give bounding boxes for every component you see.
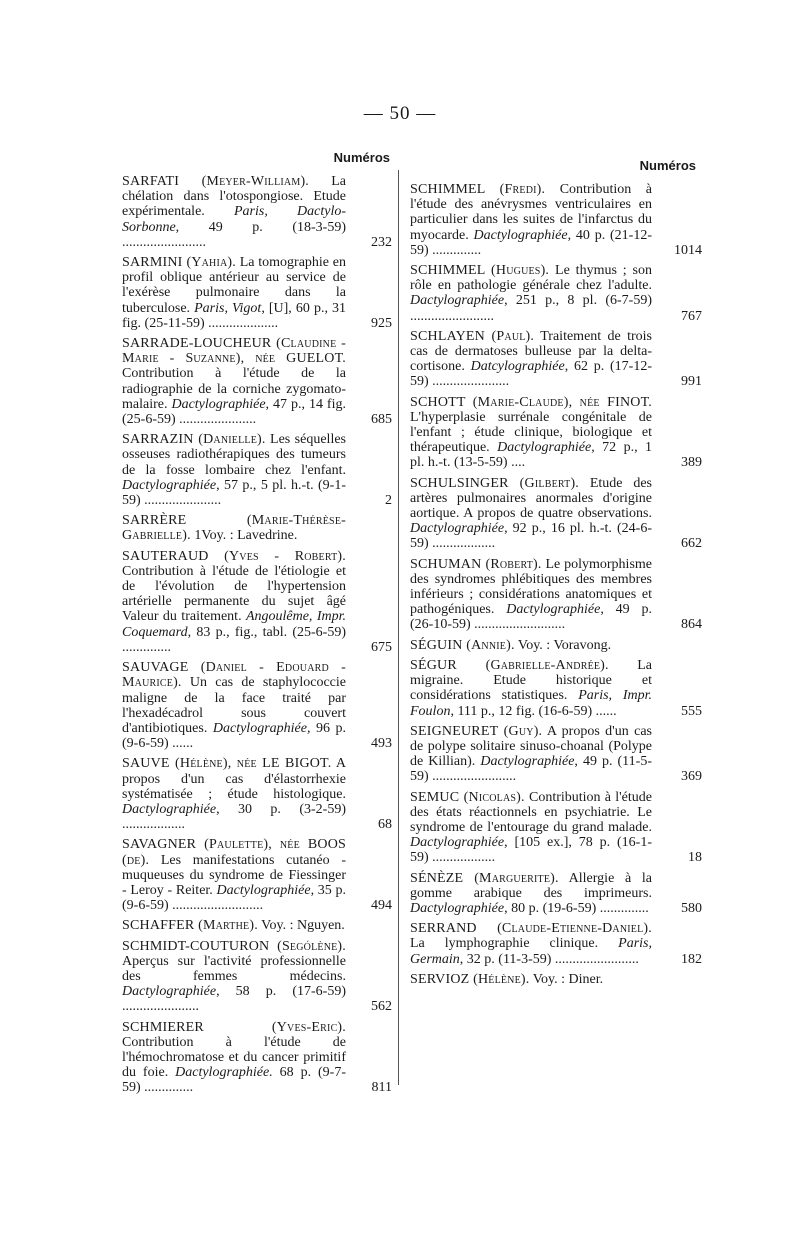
thesis-description: Contribution à l'étude de l'hémochromatose et du cancer primitif du foie. Dactylographiée. 68 p. (9-7-59) ..............: [122, 1034, 346, 1096]
entry-list: [122, 174, 390, 1096]
entry-number: 925: [371, 315, 392, 331]
index-entry: [410, 328, 702, 390]
index-entry: [410, 723, 702, 785]
thesis-description: 1Voy. : Lavedrine.: [194, 528, 298, 544]
index-entry: [410, 921, 702, 967]
author-name: SÉNÈZE (Marguerite).: [410, 870, 559, 886]
author-name: SCHLAYEN (Paul).: [410, 328, 535, 344]
index-entry: [122, 1020, 390, 1096]
index-entry: [122, 255, 390, 331]
author-name: SCHIMMEL (Hugues).: [410, 263, 550, 279]
index-entry: [122, 513, 390, 543]
index-entry: [122, 660, 390, 751]
entry-number: 580: [681, 900, 702, 916]
author-name: SCHUMAN (Robert).: [410, 556, 542, 572]
author-name: SÉGUR (Gabrielle-Andrée).: [410, 657, 609, 673]
index-entry: [410, 263, 702, 324]
entry-number: 555: [681, 703, 702, 719]
column-header: Numéros: [333, 150, 390, 165]
author-name: SARMINI (Yahia).: [122, 255, 236, 271]
page-number: — 50 —: [363, 103, 437, 124]
entry-number: 675: [371, 639, 392, 655]
column-divider: [398, 170, 399, 1085]
index-entry: [122, 336, 390, 427]
entry-number: 18: [688, 850, 702, 866]
thesis-description: La chélation dans l'otospongiose. Etude expérimentale. Paris, Dactylo-Sorbonne, 49 p. (18-3-59) ........................: [122, 174, 346, 250]
index-entry: [410, 789, 702, 866]
author-name: SARRADE-LOUCHEUR (Claudine - Marie - Suzanne), née GUELOT.: [122, 336, 346, 367]
author-name: SCHOTT (Marie-Claude), née FINOT.: [410, 394, 652, 410]
index-entry: [410, 556, 702, 633]
entry-number: 562: [371, 999, 392, 1015]
index-entry: [122, 939, 390, 1015]
entry-number: 182: [681, 951, 702, 967]
thesis-description: Contribution à l'étude des états réactionnels en psychiatrie. Le syndrome de l'entourage du grand malade. Dactylographiée, [105 ex.], 78 p. (16-1-59) ..................: [410, 789, 652, 866]
entry-number: 68: [378, 817, 392, 833]
author-name: SCHMIERER (Yves-Eric).: [122, 1019, 346, 1035]
author-name: SCHIMMEL (Fredi).: [410, 182, 546, 197]
thesis-description: A propos d'un cas d'élastorrhexie systématisée ; étude histologique. Dactylographiée, 30 p. (3-2-59) ..................: [122, 756, 346, 833]
index-entry: [122, 918, 390, 933]
thesis-description: Aperçus sur l'activité professionnelle des femmes médecins. Dactylographiée, 58 p. (17-6-59) ......................: [122, 953, 346, 1015]
index-entry: [410, 638, 696, 653]
author-name: SERVIOZ (Hélène).: [410, 971, 530, 987]
author-name: SCHULSINGER (Gilbert).: [410, 475, 580, 491]
author-name: SCHMIDT-COUTURON (Sególène).: [122, 938, 346, 954]
thesis-description: Voy. : Voravong.: [517, 637, 612, 653]
thesis-description: L'hyperplasie surrénale congénitale de l'enfant ; étude clinique, biologique et thérapeutique. Dactylographiée, 72 p., 1 pl. h.-t. (13-5-59) ....: [410, 409, 653, 471]
right-column: [410, 150, 702, 992]
entry-number: 1014: [674, 242, 702, 258]
thesis-description: La migraine. Etude historique et considérations statistiques. Paris, Impr. Foulon, 111 p., 12 fig. (16-6-59) ......: [410, 657, 652, 719]
author-name: SCHAFFER (Marthe).: [122, 918, 258, 934]
thesis-description: La lymphographie clinique. Paris, Germain, 32 p. (11-3-59) ........................: [410, 936, 652, 967]
index-entry: [122, 174, 390, 250]
entry-list: [410, 182, 702, 987]
index-entry: [410, 972, 696, 987]
column-header: Numéros: [639, 158, 696, 173]
author-name: SERRAND (Claude-Etienne-Daniel).: [410, 921, 652, 937]
index-entry: [410, 475, 702, 552]
entry-number: 389: [681, 455, 702, 471]
thesis-description: Les manifestations cutanéo - muqueuses du syndrome de Fiessinger - Leroy - Reiter. Dactylographiée, 35 p. (9-6-59) ..........................: [122, 852, 347, 914]
thesis-description: Le polymorphisme des syndromes phlébitiques des membres inférieurs ; considérations anatomiques et pathogéniques. Dactylographiée, 49 p. (26-10-59) ..........................: [410, 556, 652, 633]
index-entry: [410, 657, 702, 719]
index-entry: [122, 837, 390, 913]
entry-number: 369: [681, 769, 702, 785]
thesis-description: Voy. : Nguyen.: [261, 918, 345, 934]
thesis-description: Traitement de trois cas de dermatoses bulleuse par la delta-cortisone. Datcylographiée, 62 p. (17-12-59) ......................: [410, 328, 653, 390]
left-column: [122, 150, 390, 1101]
entry-number: 493: [371, 736, 392, 752]
thesis-description: Le thymus ; son rôle en pathologie générale chez l'adulte. Dactylographiée, 251 p., 8 pl. (6-7-59) ........................: [410, 263, 653, 324]
thesis-description: A propos d'un cas de polype solitaire sinuso-choanal (Polype de Killian). Dactylographiée, 49 p. (11-5-59) ........................: [410, 723, 652, 785]
author-name: SARFATI (Meyer-William).: [122, 174, 310, 189]
author-name: SAUTERAUD (Yves - Robert).: [122, 548, 346, 564]
entry-number: 864: [681, 617, 702, 633]
entry-number: 232: [371, 234, 392, 250]
author-name: SAVAGNER (Paulette), née BOOS (de).: [122, 837, 346, 868]
author-name: SARRAZIN (Danielle).: [122, 432, 266, 448]
author-name: SAUVE (Hélène), née LE BIGOT.: [122, 756, 332, 772]
author-name: SEIGNEURET (Guy).: [410, 723, 543, 739]
index-entry: [122, 549, 390, 655]
index-entry: [410, 870, 702, 917]
entry-number: 662: [681, 536, 702, 552]
thesis-description: Contribution à l'étude de la radiographie de la corniche zygomato-malaire. Dactylographiée, 47 p., 14 fig. (25-6-59) ......................: [122, 366, 346, 428]
entry-number: 811: [371, 1080, 392, 1096]
entry-number: 494: [371, 898, 392, 914]
thesis-description: Etude des artères pulmonaires anormales d'origine aortique. A propos de quatre observations. Dactylographiée, 92 p., 16 pl. h.-t. (24-6-59) ..................: [410, 475, 652, 552]
thesis-description: Un cas de staphylococcie maligne de la face traité par l'hexadécadrol sous couvert d'antibiotiques. Dactylographiée, 96 p. (9-6-59) ......: [122, 675, 347, 752]
thesis-description: Allergie à la gomme arabique des imprimeurs. Dactylographiée, 80 p. (19-6-59) ..............: [410, 870, 652, 916]
thesis-description: Les séquelles osseuses radiothérapiques des tumeurs de la fosse lombaire chez l'enfant. Dactylographiée, 57 p., 5 pl. h.-t. (9-1-59) ......................: [122, 432, 346, 509]
thesis-description: Contribution à l'étude de l'étiologie et de l'évolution de l'hypertension artérielle permanente du sujet âgé Valeur du traitement. Angoulême, Impr. Coquemard, 83 p., fig., tabl. (25-6-59) ..............: [122, 563, 346, 655]
thesis-description: Voy. : Diner.: [532, 971, 604, 987]
entry-number: 991: [681, 374, 702, 390]
entry-number: 2: [385, 493, 392, 509]
entry-number: 767: [681, 308, 702, 324]
index-entry: [122, 432, 390, 508]
author-name: SEMUC (Nicolas).: [410, 789, 525, 805]
author-name: SARRÈRE (Marie-Thérèse-Gabrielle).: [122, 513, 346, 544]
index-entry: [410, 182, 702, 258]
author-name: SAUVAGE (Daniel - Edouard - Maurice).: [122, 660, 346, 691]
index-entry: [122, 756, 390, 832]
entry-number: 685: [371, 412, 392, 428]
index-entry: [410, 394, 702, 471]
author-name: SÉGUIN (Annie).: [410, 637, 515, 653]
thesis-description: Contribution à l'étude des anévrysmes ventriculaires en particulier dans les suites de l'infarctus du myocarde. Dactylographiée, 40 p. (21-12-59) ..............: [410, 182, 652, 258]
thesis-description: La tomographie en profil oblique antérieur au service de l'exérèse pulmonaire dans la tuberculose. Paris, Vigot, [U], 60 p., 31 fig. (25-11-59) ....................: [122, 255, 347, 331]
